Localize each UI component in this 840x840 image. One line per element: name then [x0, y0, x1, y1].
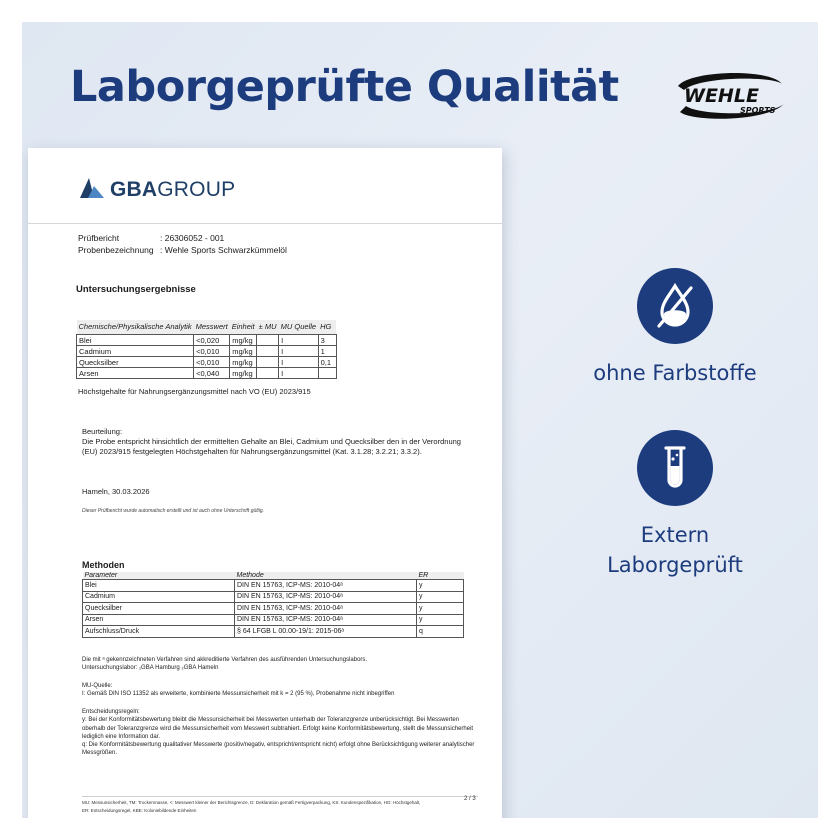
table-row: Aufschluss/Druck § 64 LFGB L 00.00-19/1: 2015-06ᵃ q	[83, 626, 464, 638]
accreditation-notes: Die mit ᵃ gekennzeichneten Verfahren sind akkreditierte Verfahren des ausführenden Untersuchungslabors. Untersuchungslabor: ₁GBA Hamburg ₂GBA Hameln	[82, 657, 368, 672]
table-row: Cadmium <0,010 mg/kg I 1	[77, 346, 337, 357]
report-date: Hameln, 30.03.2026	[82, 487, 150, 496]
mu-source-notes: MU-Quelle: I: Gemäß DIN ISO 11352 als erweiterte, kombinierte Messunsicherheit mit k = 2 (95 %), Probenahme nicht inbegriffen	[82, 683, 395, 698]
brand-name: WEHLE	[684, 85, 759, 107]
headline-light: Laborgeprüfte	[70, 62, 413, 112]
decision-rules: Entscheidungsregeln: y: Bei der Konformitätsbewertung bleibt die Messunsicherheit bei Messwerten unterhalb der Toleranzgrenze unberücksichtigt. Bei Messwerten oberhalb der Toleranzgrenze wird die Messunsicherheit vom Messwert subtrahiert. Erfolgt keine Konformitätsbewertung, stellt die Messunsicherheit lediglich eine Information dar. q: Die Konformitätsbewertung qualitativer Messwerte (positiv/negativ, entspricht/entspricht nicht) erfolgt ohne Berücksichtigung weiterer analytischer Messgrößen.	[82, 709, 475, 757]
page-number: 2 / 3	[464, 796, 476, 802]
methods-table: Parameter Methode ER Blei DIN EN 15763, ICP-MS: 2010-04ᵃ y Cadmium DIN EN 15763, ICP-MS: 2010-04ᵃ y Quecksilber DIN EN 15763, ICP-MS: 2010-04ᵃ y Arsen DIN EN 15763, ICP-MS: 2010-04ᵃ y Aufschluss/Druck § 64 LFGB L 00.00-19/1: 2015-06ᵃ q	[82, 572, 464, 638]
table-row: Cadmium DIN EN 15763, ICP-MS: 2010-04ᵃ y	[83, 591, 464, 603]
background-panel	[22, 22, 818, 818]
brand-sub: SPORTS	[740, 106, 776, 115]
feature-label: Extern Laborgeprüft	[607, 523, 743, 577]
auto-generated-note: Dieser Prüfbericht wurde automatisch erstellt und ist auch ohne Unterschrift gültig.	[82, 508, 265, 514]
table-row: Quecksilber DIN EN 15763, ICP-MS: 2010-04ᵃ y	[83, 603, 464, 615]
results-note: Höchstgehalte für Nahrungsergänzungsmittel nach VO (EU) 2023/915	[78, 387, 311, 396]
assessment: Beurteilung: Die Probe entspricht hinsichtlich der ermittelten Gehalte an Blei, Cadmium und Quecksilber den in der Verordnung (EU) 2023/915 festgelegten Höchstgehalten für Nahrungsergänzungsmittel (Kat. 3.1.28; 3.2.21; 3.3.2).	[82, 427, 461, 456]
document-footer: MU: Messunsicherheit, TM: Trockenmasse, <: Messwert kleiner der Berichtsgrenze, D: Deklaration gemäß Fertigverpackung, KS: Kundenspezifikation, HG: Höchstgehalt, ER: Entscheidungsregel, KBE: Koloniebildende Einheiten	[82, 796, 478, 815]
results-title: Untersuchungsergebnisse	[76, 284, 196, 295]
table-row: Arsen <0,040 mg/kg I	[77, 368, 337, 379]
no-dye-drop-icon	[637, 268, 713, 344]
table-row: Quecksilber <0,010 mg/kg I 0,1	[77, 357, 337, 368]
methods-title: Methoden	[82, 560, 125, 570]
report-meta	[78, 232, 287, 256]
wehle-sports-logo	[670, 64, 790, 124]
document-header	[28, 148, 502, 224]
table-row: Arsen DIN EN 15763, ICP-MS: 2010-04ᵃ y	[83, 614, 464, 626]
meta-value: : 26306052 - 001	[160, 233, 225, 243]
feature-label: ohne Farbstoffe	[593, 361, 757, 385]
feature-no-dyes	[550, 268, 800, 388]
gba-logo-text: GBAGROUP	[110, 178, 236, 201]
test-tube-icon	[637, 430, 713, 506]
results-table: Chemische/Physikalische Analytik Messwert Einheit ± MU MU Quelle HG Blei <0,020 mg/kg I 3 Cadmium <0,010 mg/kg I 1 Quecksilber <0,010 mg/kg I 0,1 Arsen <0,040 mg/kg I	[76, 320, 337, 379]
gba-triangle-icon	[80, 178, 106, 200]
meta-label: Prüfbericht	[78, 233, 120, 243]
table-row: Blei <0,020 mg/kg I 3	[77, 335, 337, 346]
headline-bold: Qualität	[426, 62, 619, 112]
lab-report-document	[28, 148, 502, 818]
table-row: Blei DIN EN 15763, ICP-MS: 2010-04ᵃ y	[83, 580, 464, 592]
meta-value: : Wehle Sports Schwarzkümmelöl	[160, 245, 287, 255]
feature-lab-tested	[550, 430, 800, 580]
meta-label: Probenbezeichnung	[78, 245, 154, 255]
page-headline	[70, 62, 619, 112]
